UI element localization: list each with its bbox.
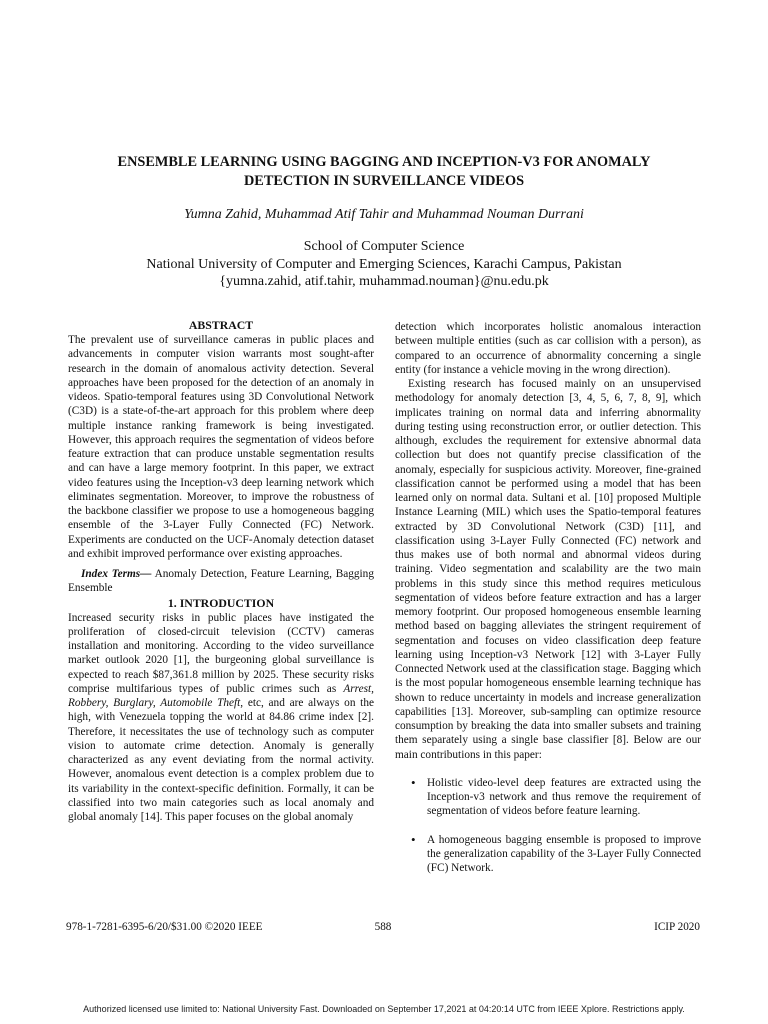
abstract-heading: ABSTRACT	[188, 318, 254, 332]
title-line: DETECTION IN SURVEILLANCE VIDEOS	[243, 173, 525, 189]
paper-title	[60, 153, 708, 191]
index-terms-text: Anomaly Detection, Feature Learning, Bagging Ensemble	[68, 568, 374, 595]
index-terms	[68, 567, 374, 596]
page-number: 588	[374, 921, 392, 933]
conference-name: ICIP 2020	[654, 921, 700, 933]
index-terms-label: Index Terms—	[81, 568, 152, 580]
affiliation-university: National University of Computer and Emerging Sciences, Karachi Campus, Pakistan	[146, 256, 622, 272]
left-column	[68, 318, 374, 824]
intro-paragraph-1-continued: detection which incorporates holistic anomalous interaction between multiple entities (such as car collision with a person), as compared to an occurrence of abnormality concerning a single entity (for instance a vehicle moving in the wrong direction).	[395, 321, 701, 376]
introduction-heading: 1. INTRODUCTION	[167, 595, 275, 610]
contribution-item: • Holistic video-level deep features are extracted using the Inception-v3 network and thus remove the requirement of segmentation of videos before feature learning.	[395, 776, 701, 819]
isbn-copyright: 978-1-7281-6395-6/20/$31.00 ©2020 IEEE	[66, 921, 263, 933]
intro-paragraph-2: Existing research has focused mainly on an unsupervised methodology for anomaly detection [3, 4, 5, 6, 7, 8, 9], which implicates training on normal data and inferring abnormality during testing using reconstruction error, or outlier detection. This although, excludes the requirement for extensive abnormal data collection but does not quantify precise classification of the anomaly, especially for suspicious activity. Moreover, fine-grained classification cannot be performed using a model that has been learned only on normal data. Sultani et al. [10] proposed Multiple Instance Learning (MIL) which uses the Spatio-temporal features extracted by 3D Convolutional Network (C3D) [11], and classification using 3-Layer Fully Connected (FC) network and thus makes use of both normal and abnormal videos during training. Video segmentation and scalability are the two main problems in this study since this method requires meticulous segmentation of videos before feature extraction and has a larger memory footprint. Our proposed homogeneous ensemble learning method based on bagging alleviates the stringent requirement of segmentation and focuses on video classification deep feature learning using Inception-v3 Network [12] with 3-Layer Fully Connected Network used at the classification stage. Bagging which is the most popular homogeneous ensemble learning technique has shown to reduce uncertainty in models and increase generalization capabilities [13]. Moreover, sub-sampling can optimize resource consumption by breaking the data into smaller subsets and training them separately using a single base classifier [8]. Below are our main contributions in this paper:	[395, 378, 701, 761]
abstract-text: The prevalent use of surveillance cameras in public places and advancements in computer vision warrants most sought-after research in the domain of anomalous activity detection. Several approaches have been proposed for the detection of an anomaly in videos. Spatio-temporal features using 3D Convolutional Network (C3D) is a state-of-the-art approach for this problem where deep multiple instance ranking framework is being investigated. However, this approach requires the segmentation of videos before feature extraction that can produce unstable segmentation results and can have a large memory footprint. In this paper, we extract video features using the Inception-v3 deep learning network which eliminates segmentation. Moreover, to improve the robustness of the backbone classifier we propose to use a homogeneous bagging ensemble of the 3-Layer Fully Connected (FC) Network. Experiments are conducted on the UCF-Anomaly detection dataset and exhibit improved performance over existing approaches.	[68, 334, 374, 560]
right-column	[395, 320, 701, 889]
contribution-list	[395, 776, 701, 876]
intro-text-part-2: , etc, and are always on the high, with Venezuela topping the world at 84.86 crime index [2]. Therefore, it necessitates the use of technology such as computer vision to automate crime detection. Anomaly is generally characterized as any event deviating from the normal activity. However, anomalous event detection is a complex problem due to its variability in the context-specific definition. Formally, it can be classified into two main categories such as local anomaly and global anomaly [14]. This paper focuses on the global anomaly	[68, 697, 374, 823]
affiliation-block	[40, 238, 728, 291]
author-emails: {yumna.zahid, atif.tahir, muhammad.nouman}@nu.edu.pk	[219, 274, 549, 289]
intro-text-part-1: Increased security risks in public places have instigated the proliferation of closed-circuit television (CCTV) cameras installation and monitoring. According to the video surveillance market outlook 2020 [1], the burgeoning global surveillance is expected to reach $87,361.8 million by 2025. These security risks comprise multifarious types of public crimes such as	[68, 611, 374, 695]
crime-types: Arrest, Robbery, Burglary, Automobile Theft	[68, 682, 374, 709]
author-list: Yumna Zahid, Muhammad Atif Tahir and Muhammad Nouman Durrani	[184, 207, 584, 222]
intro-paragraph-1	[68, 611, 374, 825]
contribution-item: • A homogeneous bagging ensemble is proposed to improve the generalization capability of the 3-Layer Fully Connected (FC) Network.	[395, 833, 701, 876]
affiliation-school: School of Computer Science	[303, 239, 465, 254]
license-notice: Authorized licensed use limited to: National University Fast. Downloaded on September 17,2021 at 04:20:14 UTC from IEEE Xplore. Restrictions apply.	[83, 1004, 685, 1014]
title-line: ENSEMBLE LEARNING USING BAGGING AND INCEPTION-V3 FOR ANOMALY	[117, 154, 651, 170]
